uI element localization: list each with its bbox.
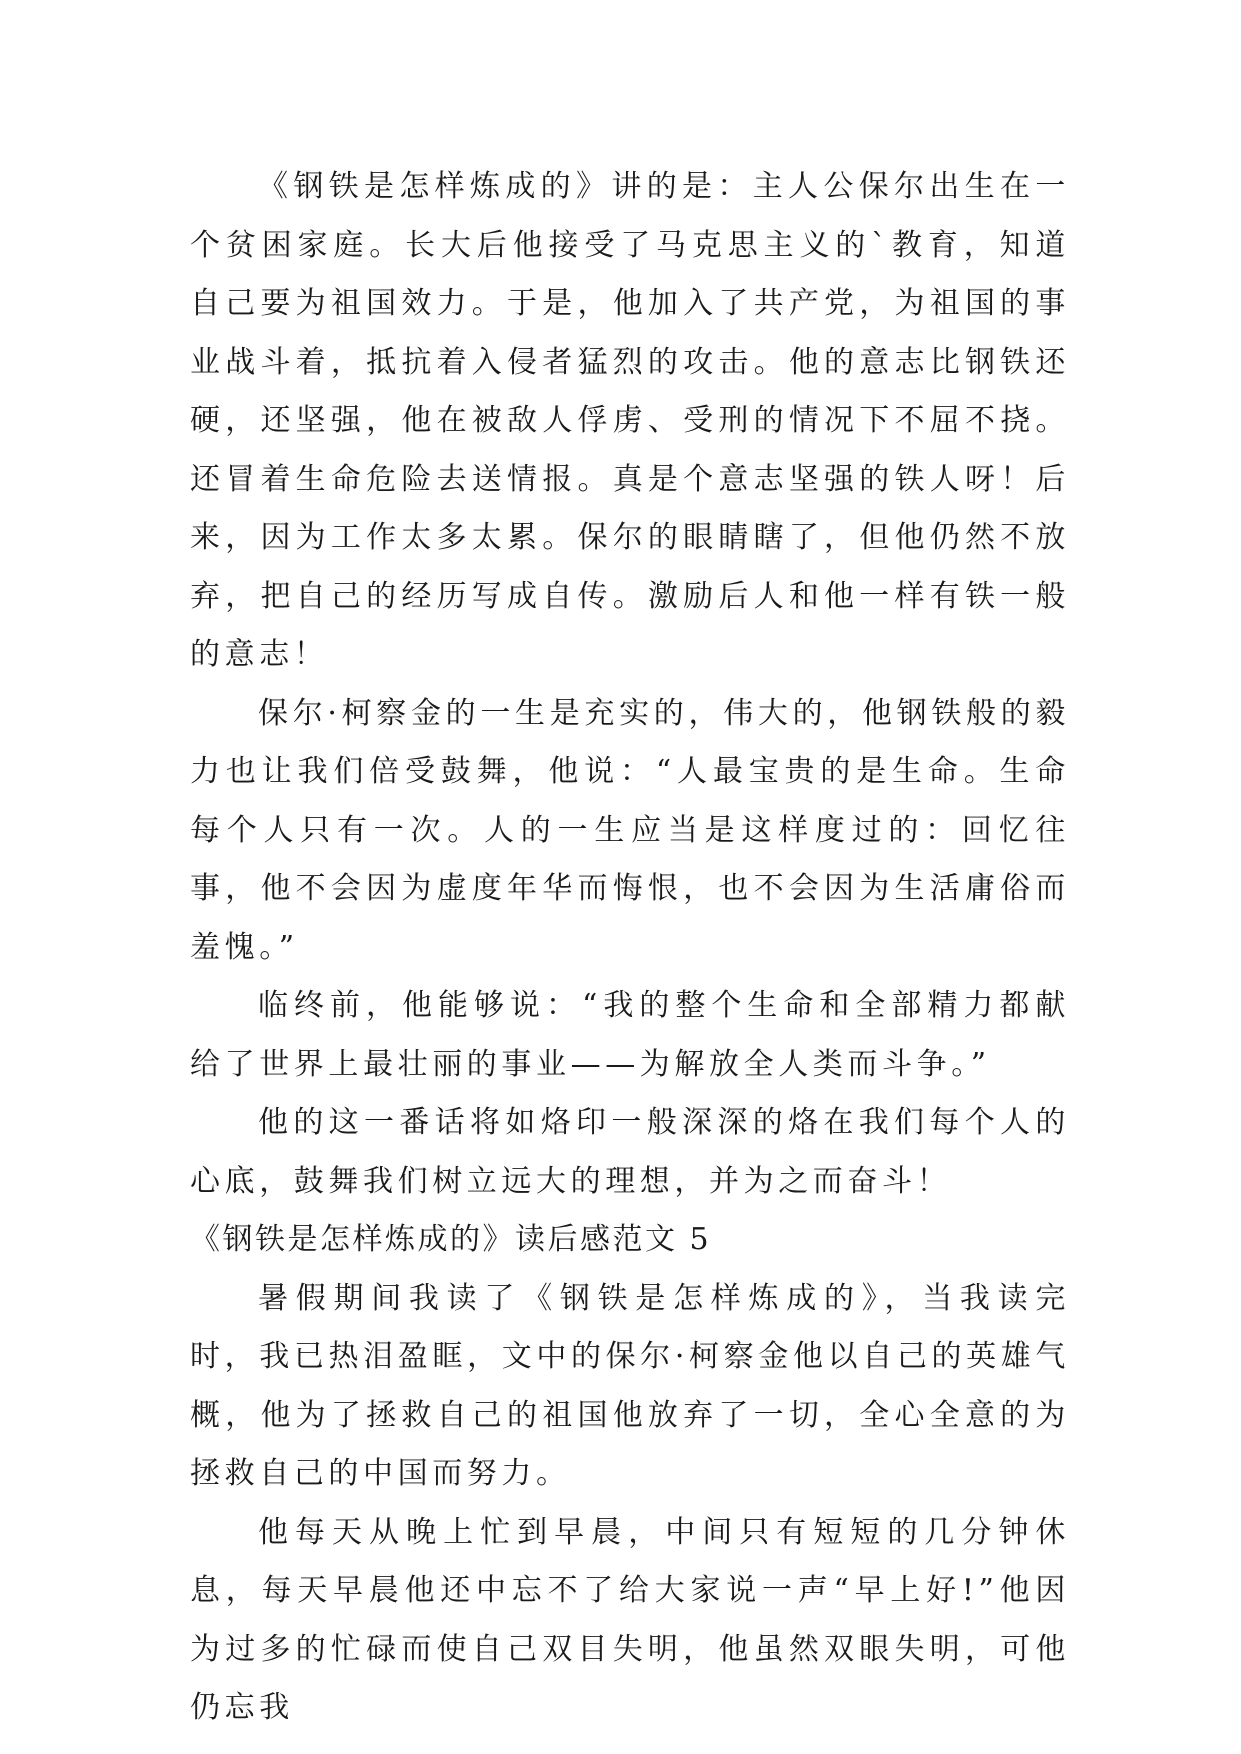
paragraph-summer-reading: 暑假期间我读了《钢铁是怎样炼成的》，当我读完时，我已热泪盈眶，文中的保尔·柯察金他以自己的英雄气概，他为了拯救自己的祖国他放弃了一切，全心全意的为拯救自己的中国而努力。: [190, 1280, 1070, 1491]
paragraph-daily-work: 他每天从晚上忙到早晨，中间只有短短的几分钟休息，每天早晨他还中忘不了给大家说一声“早上好!”他因为过多的忙碌而使自己双目失明，他虽然双眼失明，可他仍忘我: [190, 1514, 1070, 1725]
paragraph-deathbed-quote: 临终前，他能够说：“我的整个生命和全部精力都献给了世界上最壮丽的事业——为解放全人类而斗争。”: [190, 988, 1070, 1082]
paragraph-story-summary: 《钢铁是怎样炼成的》讲的是：主人公保尔出生在一个贫困家庭。长大后他接受了马克思主义的`教育，知道自己要为祖国效力。于是，他加入了共产党，为祖国的事业战斗着，抵抗着入侵者猛烈的攻击。他的意志比钢铁还硬，还坚强，他在被敌人俘虏、受刑的情况下不屈不挠。还冒着生命危险去送情报。真是个意志坚强的铁人呀！后来，因为工作太多太累。保尔的眼睛瞎了，但他仍然不放弃，把自己的经历写成自传。激励后人和他一样有铁一般的意志！: [190, 169, 1070, 672]
section-heading: 《钢铁是怎样炼成的》读后感范文 5: [190, 1222, 712, 1257]
paragraph-inspiration: 他的这一番话将如烙印一般深深的烙在我们每个人的心底，鼓舞我们树立远大的理想，并为之而奋斗！: [190, 1105, 1070, 1199]
paragraph-pavel-quote: 保尔·柯察金的一生是充实的，伟大的，他钢铁般的毅力也让我们倍受鼓舞，他说：“人最宝贵的是生命。生命每个人只有一次。人的一生应当是这样度过的：回忆往事，他不会因为虚度年华而悔恨，也不会因为生活庸俗而羞愧。”: [190, 695, 1070, 965]
document-body: [190, 158, 1070, 1738]
